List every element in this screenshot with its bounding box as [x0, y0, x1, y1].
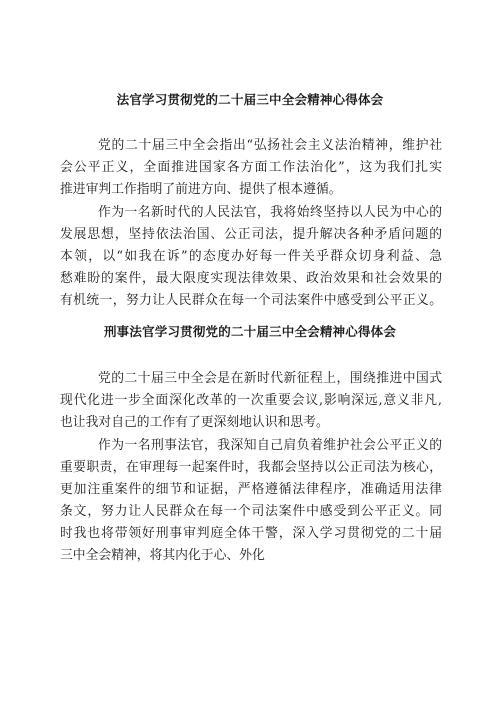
paragraph-line: 时我也将带领好刑事审判庭全体干警，深入学习贯彻党的二十届 — [60, 526, 442, 541]
paragraph-line: 会公平正义，全面推进国家各方面工作法治化”，这为我们扎实 — [60, 160, 442, 175]
paragraph-line: 愁难盼的案件，最大限度实现法律效果、政治效果和社会效果的 — [60, 271, 442, 286]
paragraph-line: 作为一名刑事法官，我深知自己肩负着维护社会公平正义的 — [98, 438, 442, 453]
paragraph-line: 条文，努力让人民群众在每一个司法案件中感受到公平正义。同 — [60, 504, 442, 519]
paragraph-line: 更加注重案件的细节和证据，严格遵循法律程序，准确适用法律 — [60, 482, 442, 497]
paragraph-line: 三中全会精神，将其内化于心、外化 — [60, 548, 265, 563]
paragraph-line: 党的二十届三中全会是在新时代新征程上，围绕推进中国式 — [98, 371, 442, 386]
section-title-2: 刑事法官学习贯彻党的二十届三中全会精神心得体会 — [103, 324, 397, 339]
paragraph-line: 本领，以“如我在诉”的态度办好每一件关乎群众切身利益、急 — [60, 249, 442, 264]
paragraph-line: 现代化进一步全面深化改革的一次重要会议,影响深远,意义非凡, — [60, 393, 442, 408]
paragraph-line: 推进审判工作指明了前进方向、提供了根本遵循。 — [60, 182, 342, 197]
paragraph-line: 党的二十届三中全会指出“弘扬社会主义法治精神，维护社 — [98, 138, 442, 153]
paragraph-line: 有机统一，努力让人民群众在每一个司法案件中感受到公平正义。 — [60, 293, 442, 308]
section-title-1: 法官学习贯彻党的二十届三中全会精神心得体会 — [116, 92, 384, 107]
paragraph-line: 重要职责，在审理每一起案件时，我都会坚持以公正司法为核心， — [60, 460, 442, 475]
paragraph-line: 也让我对自己的工作有了更深刻地认识和思考。 — [60, 415, 329, 430]
paragraph-line: 作为一名新时代的人民法官，我将始终坚持以人民为中心的 — [98, 205, 442, 220]
paragraph-line: 发展思想，坚持依法治国、公正司法，提升解决各种矛盾问题的 — [60, 227, 442, 242]
